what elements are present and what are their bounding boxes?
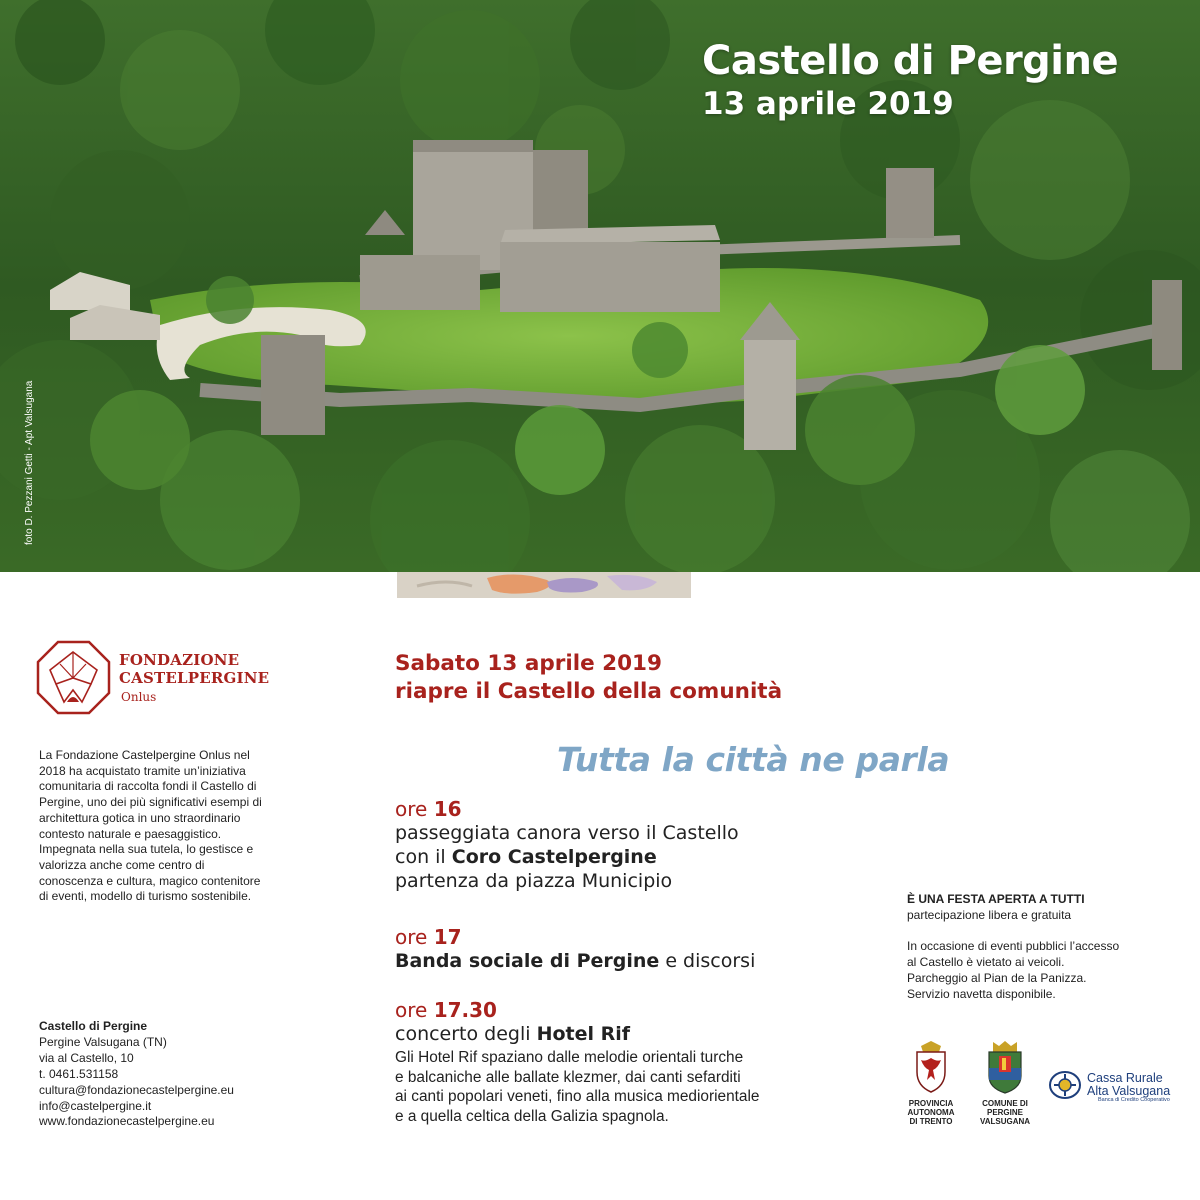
contact-website[interactable]: www.fondazionecastelpergine.eu xyxy=(39,1114,215,1129)
event-16 xyxy=(395,797,739,893)
contact-town: Pergine Valsugana (TN) xyxy=(39,1034,167,1049)
event-description-line: Gli Hotel Rif spaziano dalle melodie orientali turche xyxy=(395,1049,744,1066)
festa-note: Parcheggio al Pian de la Panizza. xyxy=(907,971,1087,985)
event-description-line: e a quella celtica della Galizia spagnola. xyxy=(395,1107,669,1125)
event-17 xyxy=(395,925,755,973)
contact-address: via al Castello, 10 xyxy=(39,1050,134,1065)
cassa-rurale-line-2: Alta Valsugana xyxy=(1087,1084,1171,1098)
contact-email-info[interactable]: info@castelpergine.it xyxy=(39,1098,152,1113)
banda-name: Banda sociale di Pergine xyxy=(395,950,660,972)
sponsor-caption: VALSUGANA xyxy=(979,1117,1031,1126)
cassa-rurale-icon xyxy=(1048,1070,1082,1105)
sponsor-caption: DI TRENTO xyxy=(909,1117,953,1126)
festa-info xyxy=(907,891,1119,1002)
sponsor-caption: COMUNE DI xyxy=(982,1099,1028,1108)
event-line: concerto degli Hotel Rif xyxy=(395,1023,631,1045)
festa-note: In occasione di eventi pubblici l’accesso xyxy=(907,939,1120,953)
headline xyxy=(395,650,782,706)
festa-note: al Castello è vietato ai veicoli. xyxy=(907,955,1065,969)
hero-photo xyxy=(0,0,1200,572)
decorative-mosaic-strip xyxy=(397,572,691,598)
coro-name: Coro Castelpergine xyxy=(451,846,657,868)
logo-line-1: FONDAZIONE xyxy=(119,651,240,669)
cassa-rurale-tagline: Banca di Credito Cooperativo xyxy=(1098,1097,1170,1103)
cassa-rurale-line-1: Cassa Rurale xyxy=(1087,1071,1163,1085)
event-line: passeggiata canora verso il Castello xyxy=(395,822,739,844)
sponsor-caption: PROVINCIA xyxy=(908,1099,954,1108)
contact-phone: t. 0461.531158 xyxy=(39,1066,119,1081)
event-description-line: e balcaniche alle ballate klezmer, dai canti sefarditi xyxy=(395,1068,741,1086)
event-line: con il Coro Castelpergine xyxy=(395,846,657,868)
headline-line-2: riapre il Castello della comunità xyxy=(395,679,783,704)
photo-credit: foto D. Pezzani Getti - Apt Valsugana xyxy=(24,380,35,545)
sponsor-comune xyxy=(977,1040,1033,1126)
festa-note: Servizio navetta disponibile. xyxy=(907,987,1056,1001)
sponsor-caption: AUTONOMA xyxy=(907,1108,955,1117)
town-crest-icon xyxy=(977,1040,1033,1094)
hero-title: Castello di Pergine xyxy=(702,38,1119,84)
headline-line-1: Sabato 13 aprile 2019 xyxy=(395,651,662,676)
event-17-30 xyxy=(395,998,759,1126)
festa-heading: È UNA FESTA APERTA A TUTTI xyxy=(907,892,1085,906)
fondazione-logo-icon xyxy=(36,640,111,715)
castle-aerial-illustration xyxy=(0,0,1200,572)
event-time: ore 17.30 xyxy=(395,998,497,1022)
hero-date: 13 aprile 2019 xyxy=(702,86,954,122)
logo-subtitle: Onlus xyxy=(121,690,157,704)
event-time: ore 17 xyxy=(395,925,462,949)
event-line: partenza da piazza Municipio xyxy=(395,870,673,892)
contact-name: Castello di Pergine xyxy=(39,1019,148,1033)
eagle-crest-icon xyxy=(903,1040,959,1094)
contact-email-cultura[interactable]: cultura@fondazionecastelpergine.eu xyxy=(39,1082,234,1097)
sponsor-cassa-rurale xyxy=(1087,1072,1170,1098)
logo-line-2: CASTELPERGINE xyxy=(119,669,270,687)
sponsor-caption: PERGINE xyxy=(986,1108,1023,1117)
event-line: Banda sociale di Pergine e discorsi xyxy=(395,950,756,972)
sponsor-provincia xyxy=(903,1040,959,1126)
event-time: ore 16 xyxy=(395,797,462,821)
event-description-line: ai canti popolari veneti, fino alla musica mediorientale xyxy=(395,1088,760,1106)
festa-subheading: partecipazione libera e gratuita xyxy=(907,908,1072,922)
about-paragraph: La Fondazione Castelpergine Onlus nel 2018 ha acquistato tramite un’iniziativa comunitaria di raccolta fondi il Castello di Pergine, uno dei più significativi esempi di architettura gotica in uno straordinario contesto naturale e paesaggistico. Impegnata nella sua tutela, lo gestisce e valorizza anche come centro di conoscenza e cultura, magico contenitore di eventi, modello di turismo sostenibile. xyxy=(39,748,262,904)
hotel-rif-name: Hotel Rif xyxy=(536,1023,631,1045)
tagline: Tutta la città ne parla xyxy=(557,740,950,779)
contact-block xyxy=(39,1019,234,1130)
fondazione-logo-text xyxy=(119,651,269,687)
